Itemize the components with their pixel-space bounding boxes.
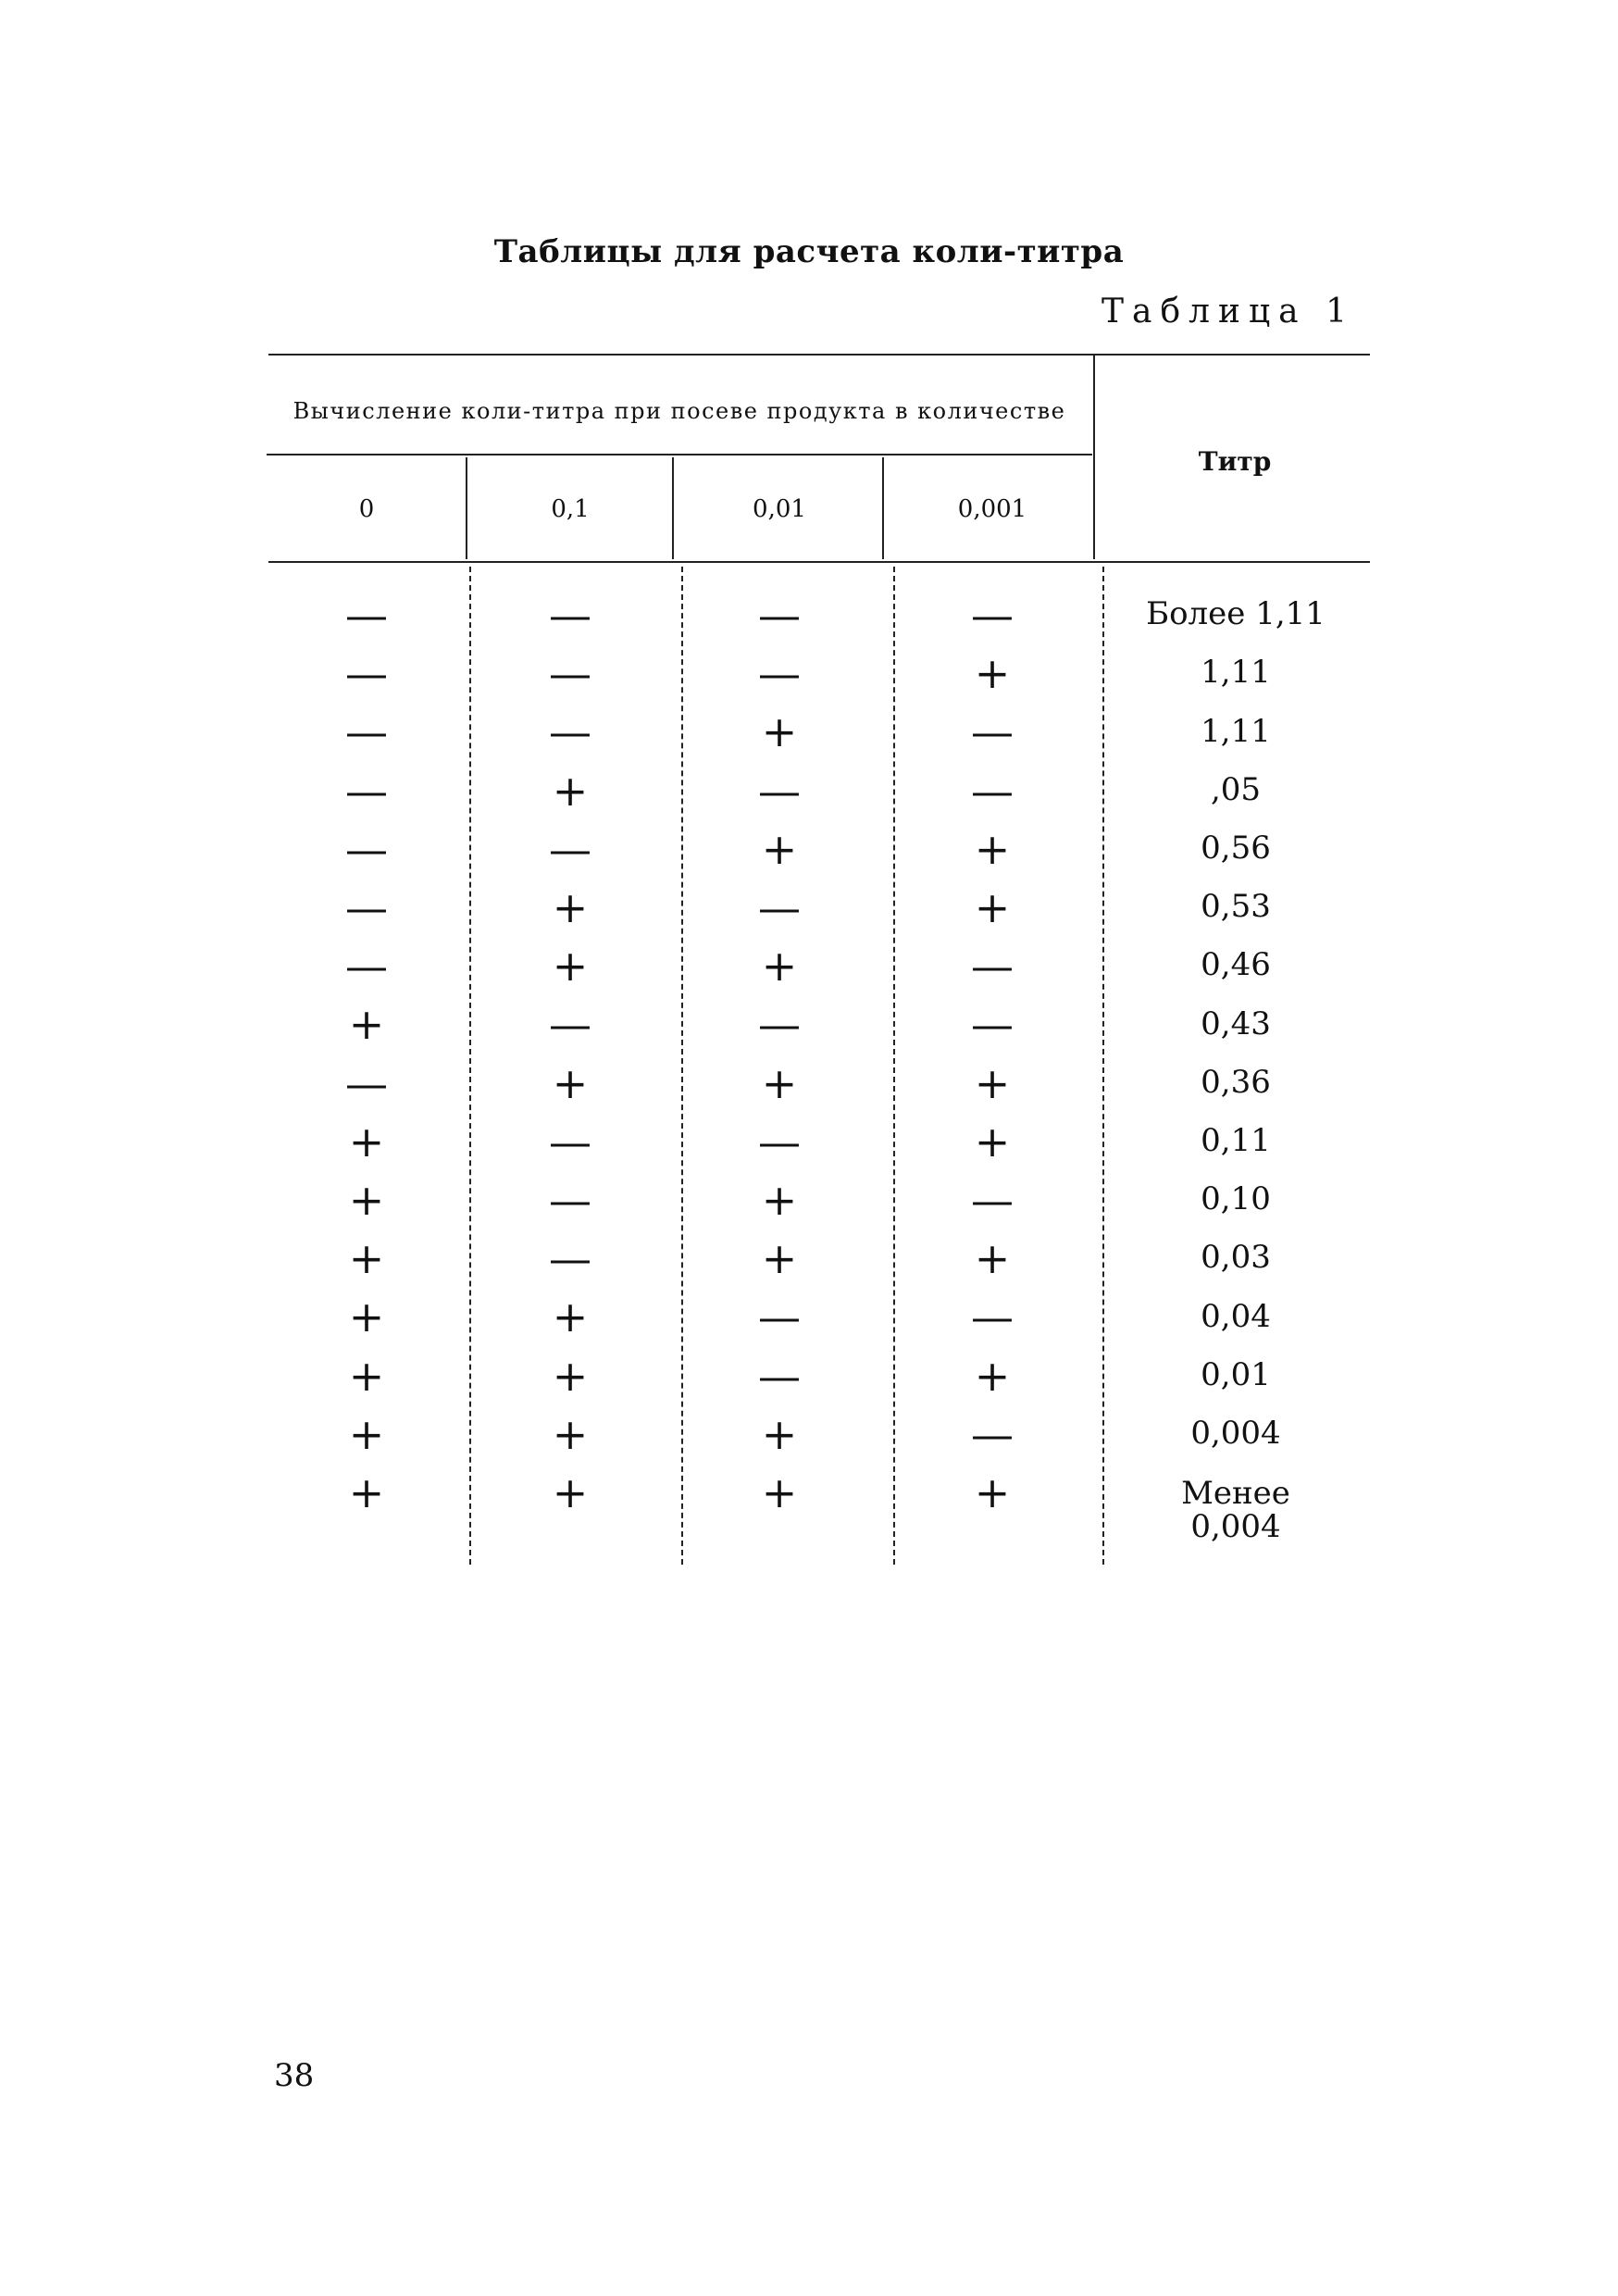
- header-divider: [672, 457, 674, 559]
- header-divider: [882, 457, 884, 559]
- result-sign: +: [761, 1175, 798, 1225]
- result-sign: —: [549, 648, 591, 699]
- result-sign: +: [348, 1233, 385, 1284]
- column-header: 0: [358, 495, 375, 523]
- result-sign: +: [348, 1175, 385, 1225]
- result-sign: +: [348, 1116, 385, 1167]
- result-sign: —: [549, 1175, 591, 1225]
- result-sign: +: [761, 941, 798, 992]
- result-sign: +: [348, 1350, 385, 1401]
- page-number: 38: [274, 2057, 315, 2094]
- titr-value: 0,46: [1201, 946, 1271, 984]
- result-sign: —: [758, 1292, 801, 1342]
- result-sign: +: [552, 941, 589, 992]
- result-sign: +: [348, 1408, 385, 1459]
- result-sign: —: [758, 882, 801, 932]
- titr-value: 0,43: [1201, 1004, 1271, 1042]
- result-sign: —: [345, 882, 388, 932]
- result-sign: +: [348, 999, 385, 1050]
- result-sign: +: [761, 1057, 798, 1108]
- result-sign: —: [345, 941, 388, 992]
- titr-value: 0,53: [1201, 888, 1271, 926]
- table-label: Таблица 1: [1101, 293, 1355, 331]
- titr-value: 1,11: [1201, 654, 1271, 692]
- page-title: Таблицы для расчета коли-титра: [493, 233, 1125, 270]
- result-sign: +: [552, 1350, 589, 1401]
- result-sign: —: [345, 1057, 388, 1108]
- titr-value: ,05: [1210, 770, 1262, 808]
- titr-value: Менее 0,004: [1181, 1475, 1290, 1545]
- result-sign: +: [552, 882, 589, 932]
- result-sign: +: [974, 648, 1011, 699]
- titr-value: 1,11: [1201, 712, 1271, 750]
- result-sign: +: [348, 1467, 385, 1517]
- result-sign: +: [974, 1116, 1011, 1167]
- result-sign: +: [552, 765, 589, 816]
- result-sign: +: [761, 706, 798, 757]
- result-sign: —: [549, 590, 591, 640]
- result-sign: +: [974, 1057, 1011, 1108]
- result-sign: —: [758, 590, 801, 640]
- result-sign: —: [971, 1408, 1014, 1459]
- result-sign: +: [761, 1408, 798, 1459]
- body-divider: [893, 567, 895, 1565]
- result-sign: —: [345, 590, 388, 640]
- result-sign: +: [974, 882, 1011, 932]
- result-sign: —: [345, 765, 388, 816]
- column-header: 0,001: [957, 495, 1027, 523]
- titr-value: 0,04: [1201, 1297, 1271, 1335]
- titr-value: 0,03: [1201, 1239, 1271, 1277]
- titr-header: Титр: [1198, 445, 1272, 477]
- table-top-rule: [268, 354, 1370, 356]
- body-divider: [681, 567, 683, 1565]
- titr-value: 0,01: [1201, 1355, 1271, 1393]
- result-sign: —: [758, 765, 801, 816]
- result-sign: —: [971, 1175, 1014, 1225]
- titr-value: 0,004: [1190, 1414, 1281, 1452]
- titr-value: 0,10: [1201, 1180, 1271, 1218]
- result-sign: +: [761, 1467, 798, 1517]
- result-sign: —: [971, 941, 1014, 992]
- result-sign: —: [758, 999, 801, 1050]
- titr-value: 0,36: [1201, 1063, 1271, 1101]
- result-sign: —: [549, 999, 591, 1050]
- result-sign: —: [345, 823, 388, 874]
- result-sign: +: [552, 1467, 589, 1517]
- column-header: 0,1: [551, 495, 590, 523]
- result-sign: +: [974, 1233, 1011, 1284]
- result-sign: +: [552, 1292, 589, 1342]
- result-sign: —: [549, 706, 591, 757]
- titr-value: 0,11: [1201, 1121, 1271, 1159]
- result-sign: +: [974, 823, 1011, 874]
- result-sign: +: [552, 1057, 589, 1108]
- result-sign: +: [552, 1408, 589, 1459]
- result-sign: —: [971, 590, 1014, 640]
- result-sign: +: [974, 1467, 1011, 1517]
- group-header-rule: [267, 454, 1092, 455]
- result-sign: +: [348, 1292, 385, 1342]
- titr-value: Более 1,11: [1146, 595, 1326, 633]
- header-divider: [466, 457, 467, 559]
- result-sign: +: [761, 1233, 798, 1284]
- result-sign: —: [971, 999, 1014, 1050]
- header-divider: [1093, 356, 1095, 559]
- result-sign: +: [761, 823, 798, 874]
- result-sign: —: [971, 1292, 1014, 1342]
- body-divider: [1102, 567, 1104, 1565]
- result-sign: —: [758, 1350, 801, 1401]
- result-sign: —: [971, 706, 1014, 757]
- result-sign: —: [549, 823, 591, 874]
- group-header: Вычисление коли-титра при посеве продукта в количестве: [292, 398, 1066, 424]
- result-sign: —: [345, 706, 388, 757]
- result-sign: +: [974, 1350, 1011, 1401]
- result-sign: —: [549, 1116, 591, 1167]
- header-bottom-rule: [268, 561, 1370, 563]
- result-sign: —: [345, 648, 388, 699]
- result-sign: —: [549, 1233, 591, 1284]
- result-sign: —: [758, 1116, 801, 1167]
- result-sign: —: [758, 648, 801, 699]
- titr-value: 0,56: [1201, 829, 1271, 867]
- body-divider: [469, 567, 471, 1565]
- result-sign: —: [971, 765, 1014, 816]
- column-header: 0,01: [753, 495, 806, 523]
